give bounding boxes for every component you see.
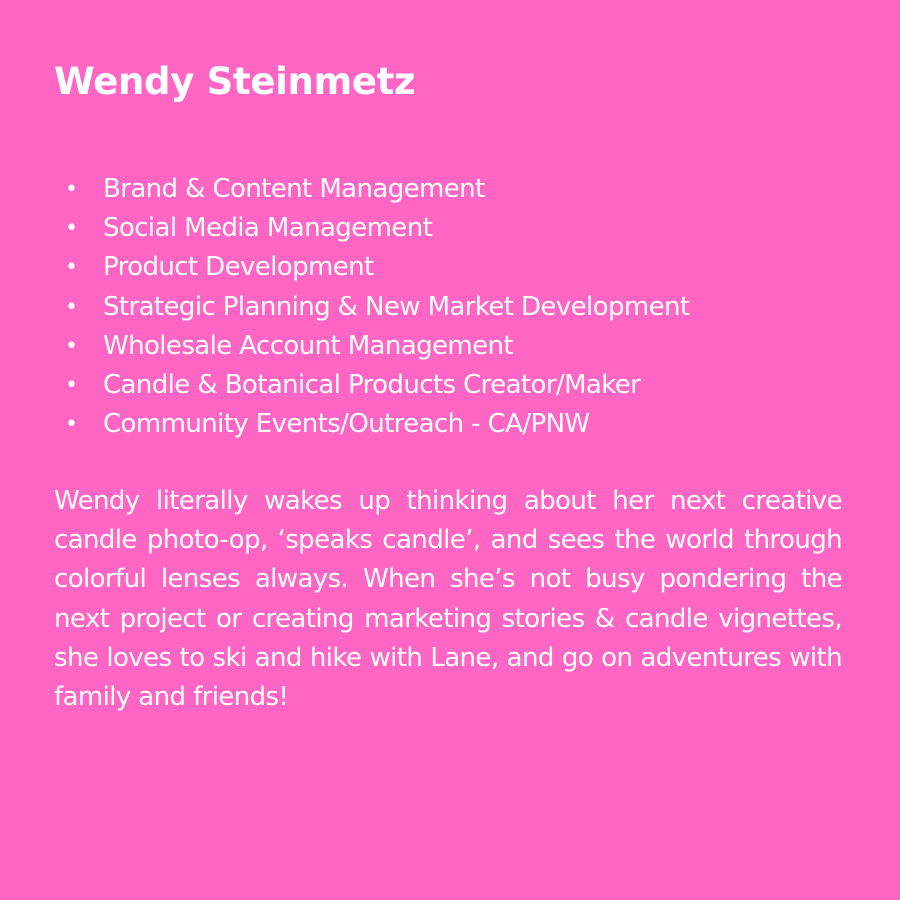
bullet-icon: • bbox=[65, 412, 78, 438]
skill-item bbox=[54, 405, 689, 444]
skill-item bbox=[54, 288, 689, 327]
skill-item bbox=[54, 248, 689, 287]
bullet-icon: • bbox=[65, 294, 78, 320]
skill-label: Wholesale Account Management bbox=[103, 330, 513, 361]
skill-label: Social Media Management bbox=[103, 213, 433, 244]
bullet-icon: • bbox=[65, 177, 78, 202]
skill-label: Strategic Planning & New Market Development bbox=[103, 291, 690, 322]
profile-name: Wendy Steinmetz bbox=[54, 60, 416, 103]
bullet-icon: • bbox=[65, 333, 78, 359]
skill-label: Product Development bbox=[103, 252, 374, 283]
skill-item bbox=[54, 366, 689, 405]
bullet-icon: • bbox=[65, 216, 78, 242]
skill-item bbox=[54, 170, 689, 209]
bio-paragraph: Wendy literally wakes up thinking about her next creative candle photo-op, ‘speaks candle’, and sees the world through colorful lenses always. When she’s not busy pondering the next project or creating marketing stories & candle vignettes, she loves to ski and hike with Lane, and go on adventures with family and friends! bbox=[54, 486, 842, 713]
skill-label: Community Events/Outreach - CA/PNW bbox=[103, 409, 590, 440]
skill-item bbox=[54, 327, 689, 366]
skills-list bbox=[54, 170, 689, 444]
skill-label: Brand & Content Management bbox=[103, 174, 485, 204]
skill-label: Candle & Botanical Products Creator/Maker bbox=[103, 369, 641, 400]
bullet-icon: • bbox=[65, 255, 78, 281]
bullet-icon: • bbox=[65, 372, 78, 398]
skill-item bbox=[54, 209, 689, 248]
